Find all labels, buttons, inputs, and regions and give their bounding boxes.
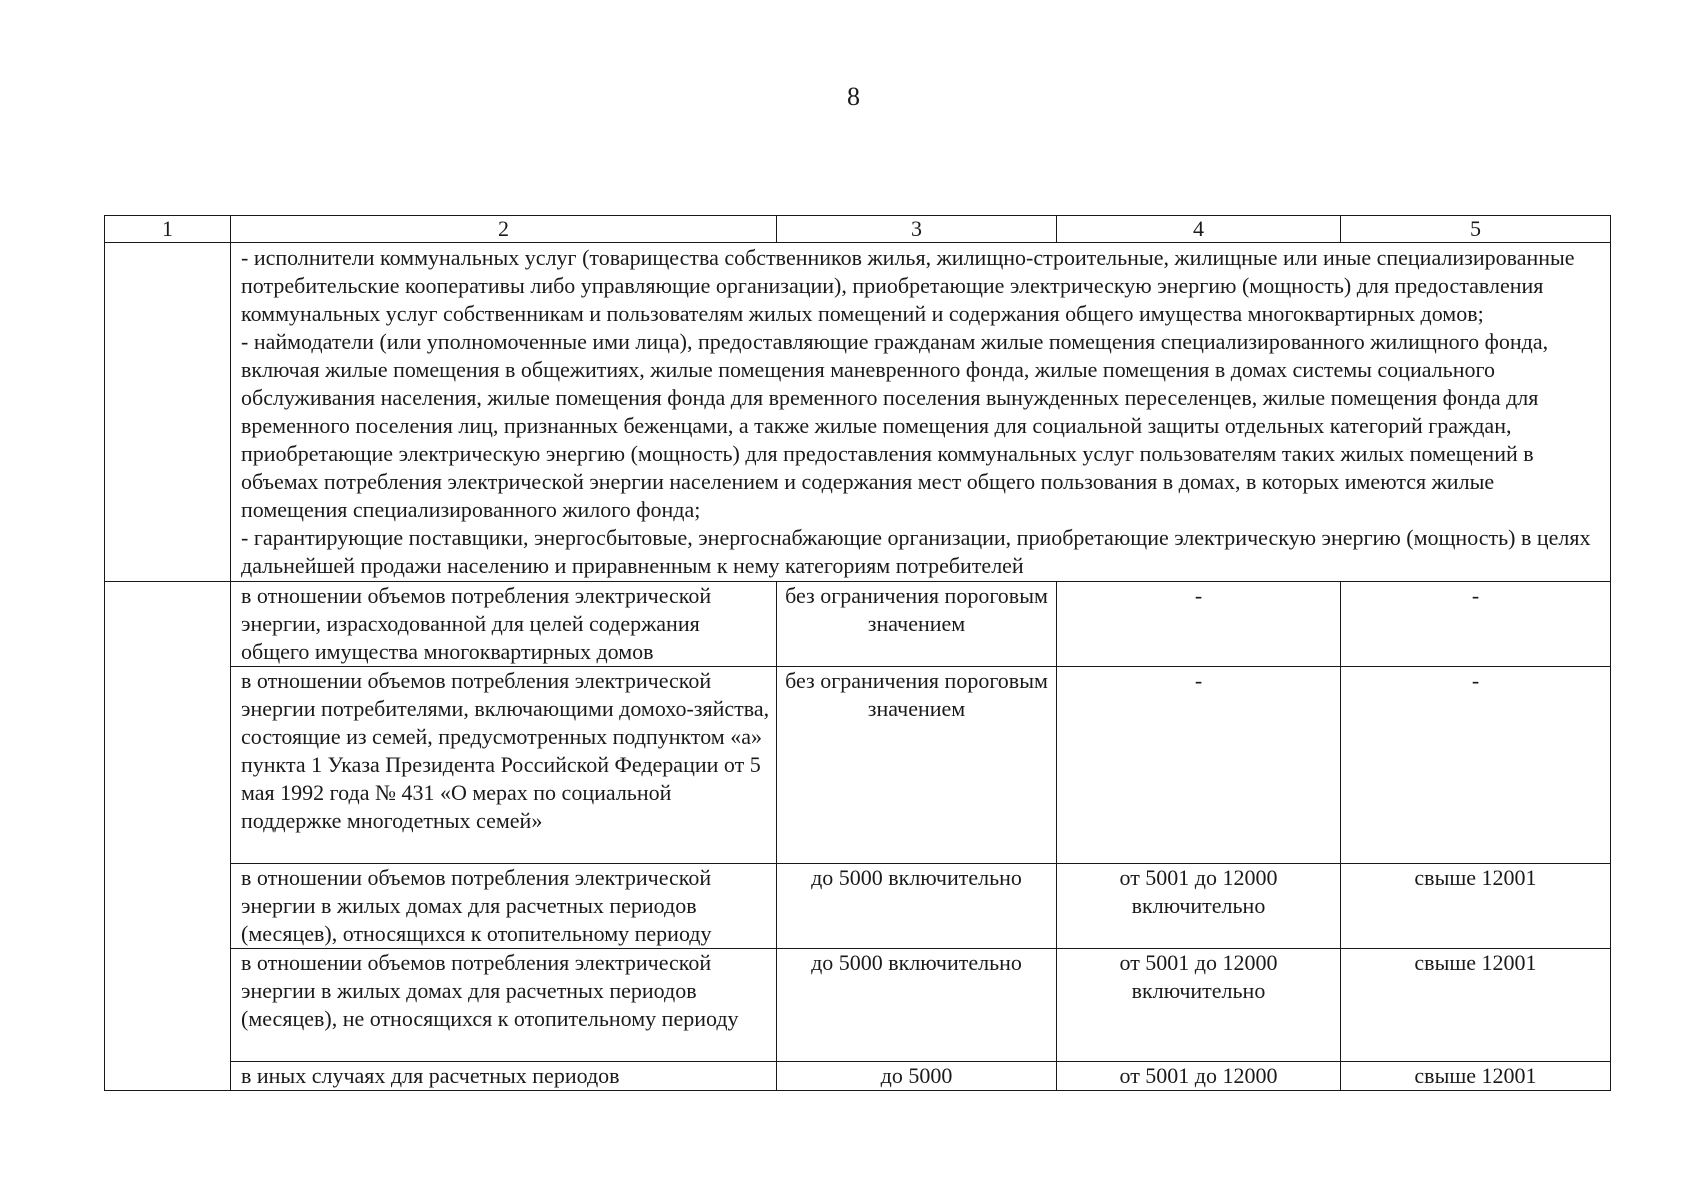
threshold-col4: от 5001 до 12000 включительно — [1057, 864, 1341, 949]
threshold-col5: свыше 12001 — [1341, 864, 1611, 949]
column-header-2: 2 — [231, 216, 777, 243]
table-header-row — [105, 216, 1611, 243]
page-number: 8 — [847, 82, 860, 111]
threshold-col3: до 5000 включительно — [777, 864, 1057, 949]
row-description: в иных случаях для расчетных периодов — [231, 1062, 777, 1091]
column-header-1: 1 — [105, 216, 231, 243]
threshold-col3: до 5000 — [777, 1062, 1057, 1091]
threshold-col4: от 5001 до 12000 включительно — [1057, 949, 1341, 1062]
threshold-col4: от 5001 до 12000 — [1057, 1062, 1341, 1091]
empty-cell — [105, 243, 231, 582]
table-row — [105, 582, 1611, 667]
row-description: в отношении объемов потребления электрической энергии в жилых домах для расчетных периодов (месяцев), относящихся к отопительному периоду — [231, 864, 777, 949]
column-header-5: 5 — [1341, 216, 1611, 243]
consumer-paragraph: - гарантирующие поставщики, энергосбытовые, энергоснабжающие организации, приобретающие электрическую энергию (мощность) в целях дальнейшей продажи населению и приравненным к нему категориям потребителей — [241, 525, 1591, 578]
table-row — [105, 949, 1611, 1062]
threshold-col3: до 5000 включительно — [777, 949, 1057, 1062]
table-row — [105, 864, 1611, 949]
threshold-col4: - — [1057, 667, 1341, 864]
row-description: в отношении объемов потребления электрической энергии, израсходованной для целей содержания общего имущества многоквартирных домов — [231, 582, 777, 667]
column-header-4: 4 — [1057, 216, 1341, 243]
table-row — [105, 667, 1611, 864]
tariff-table — [104, 215, 1611, 1091]
threshold-col5: свыше 12001 — [1341, 949, 1611, 1062]
threshold-col5: - — [1341, 582, 1611, 667]
consumer-categories-cell — [231, 243, 1611, 582]
threshold-col3: без ограничения пороговым значением — [777, 667, 1057, 864]
threshold-col5: - — [1341, 667, 1611, 864]
column-header-3: 3 — [777, 216, 1057, 243]
consumer-paragraph: - наймодатели (или уполномоченные ими лица), предоставляющие гражданам жилые помещения специализированного жилищного фонда, включая жилые помещения в общежитиях, жилые помещения маневренного фонда, жилые помещения в домах системы социального обслуживания населения, жилые помещения фонда для временного поселения вынужденных переселенцев, жилые помещения фонда для временного поселения лиц, признанных беженцами, а также жилые помещения для социальной защиты отдельных категорий граждан, приобретающие электрическую энергию (мощность) для предоставления коммунальных услуг пользователям таких жилых помещений в объемах потребления электрической энергии населением и содержания мест общего пользования в домах, в которых имеются жилые помещения специализированного жилого фонда; — [241, 329, 1549, 522]
threshold-col4: - — [1057, 582, 1341, 667]
row-description: в отношении объемов потребления электрической энергии потребителями, включающими домохо-зяйства, состоящие из семей, предусмотренных подпунктом «а» пункта 1 Указа Президента Российской Федерации от 5 мая 1992 года № 431 «О мерах по социальной поддержке многодетных семей» — [231, 667, 777, 864]
consumer-categories-row — [105, 243, 1611, 582]
threshold-col5: свыше 12001 — [1341, 1062, 1611, 1091]
row-description: в отношении объемов потребления электрической энергии в жилых домах для расчетных периодов (месяцев), не относящихся к отопительному периоду — [231, 949, 777, 1062]
threshold-col3: без ограничения пороговым значением — [777, 582, 1057, 667]
table-row — [105, 1062, 1611, 1091]
consumer-paragraph: - исполнители коммунальных услуг (товарищества собственников жилья, жилищно-строительные, жилищные или иные специализированные потребительские кооперативы либо управляющие организации), приобретающие электрическую энергию (мощность) для предоставления коммунальных услуг собственникам и пользователям жилых помещений и содержания общего имущества многоквартирных домов; — [241, 245, 1575, 326]
empty-cell — [105, 582, 231, 1091]
